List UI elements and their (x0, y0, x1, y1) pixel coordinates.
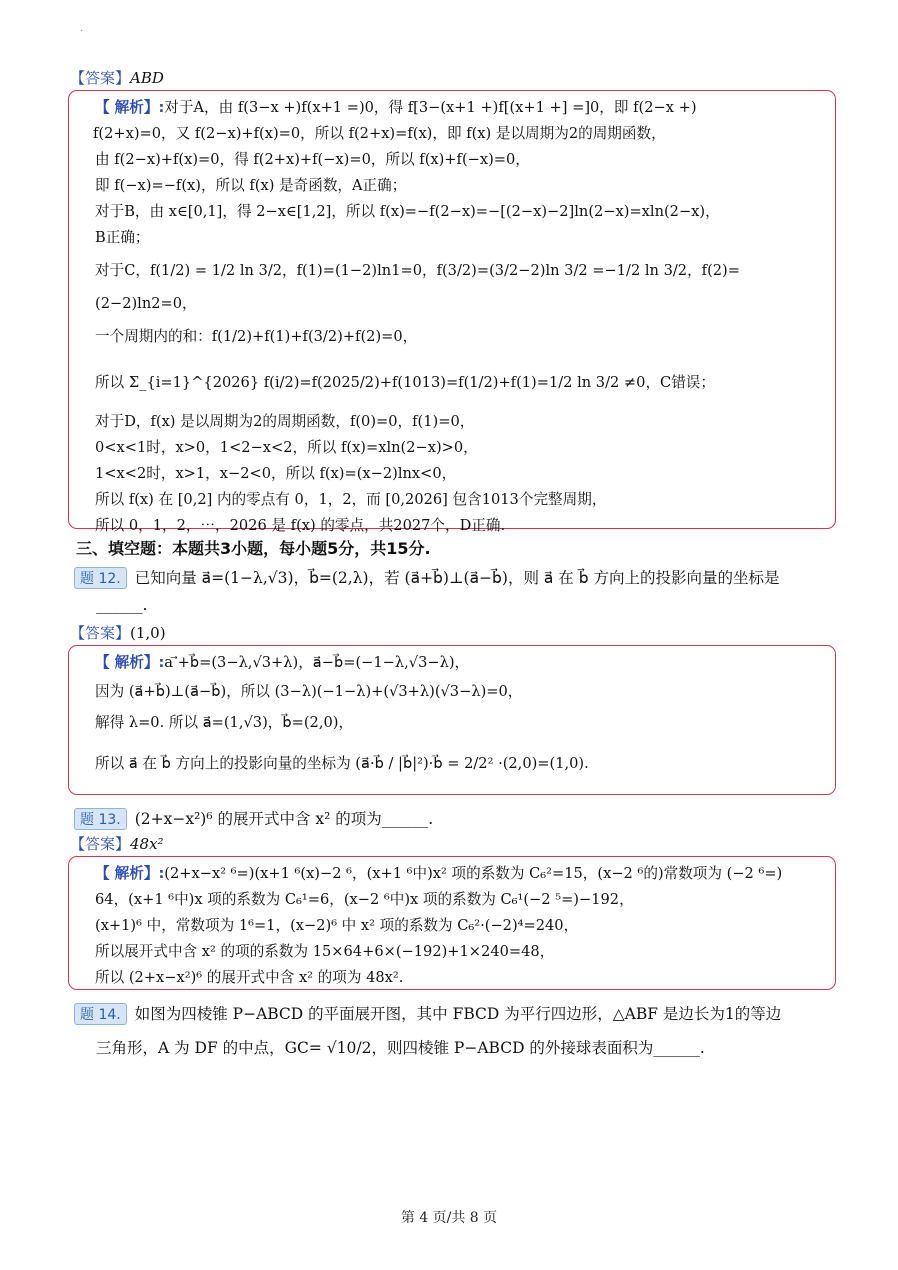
question-number: 题 13. (74, 808, 127, 830)
analysis-line (95, 861, 825, 887)
question-12-blank: ______. (96, 596, 148, 614)
answer-tag: 【答案】 (70, 69, 131, 87)
answer-tag: 【答案】 (70, 624, 131, 642)
analysis-text: (2+x−x² ⁶=)(x+1 ⁶(x)−2 ⁶，(x+1 ⁶中)x² 项的系数为 C₆²=15，(x−2 ⁶的)常数项为 (−2 ⁶=) (164, 865, 783, 882)
q12-answer (70, 622, 166, 643)
page-dot: · (80, 26, 84, 37)
analysis-text: a ⃗+b⃗=(3−λ,√3+λ)，a⃗−b⃗=(−1−λ,√3−λ)， (164, 654, 470, 671)
answer-value: (1,0) (130, 624, 166, 642)
question-14 (74, 1002, 781, 1025)
analysis-label: 【 解析】: (95, 865, 165, 882)
analysis-line (95, 95, 825, 121)
analysis-line: f(2+x)=0，又 f(2−x)+f(x)=0，所以 f(2+x)=f(x)，即 f(x) 是以周期为2的周期函数， (93, 125, 666, 142)
analysis-line: 所以 f(x) 在 [0,2] 内的零点有 0，1，2，而 [0,2026] 包含1013个完整周期， (95, 491, 607, 508)
question-text: 如图为四棱锥 P−ABCD 的平面展开图，其中 FBCD 为平行四边形，△ABF 是边长为1的等边 (134, 1005, 782, 1023)
analysis-line: 64，(x+1 ⁶中)x 项的系数为 C₆¹=6，(x−2 ⁶中)x 项的系数为 C₆¹(−2 ⁵=)−192， (95, 891, 634, 908)
analysis-text: 对于A，由 f(3−x +)f(x+1 =)0，得 f[3−(x+1 +)f[(x+1 +] =]0，即 f(2−x +) (164, 99, 697, 116)
q13-answer (70, 833, 164, 854)
analysis-line: 1<x<2时，x>1，x−2<0，所以 f(x)=(x−2)lnx<0， (95, 465, 457, 482)
analysis-line: 所以 Σ_{i=1}^{2026} f(i/2)=f(2025/2)+f(1013)=f(1/2)+f(1)=1/2 ln 3/2 ≠0，C错误； (95, 374, 715, 391)
analysis-line: 对于D，f(x) 是以周期为2的周期函数，f(0)=0，f(1)=0， (95, 413, 475, 430)
analysis-line: 所以 0，1，2，⋯，2026 是 f(x) 的零点，共2027个，D正确. (95, 517, 506, 534)
analysis-label: 【 解析】: (95, 99, 165, 116)
q13-analysis-box (68, 856, 836, 990)
analysis-line: 解得 λ=0. 所以 a⃗=(1,√3)，b⃗=(2,0)， (95, 714, 354, 731)
question-13 (74, 807, 433, 830)
question-text: 已知向量 a⃗=(1−λ,√3)，b⃗=(2,λ)，若 (a⃗+b⃗)⊥(a⃗−b⃗)，则 a⃗ 在 b⃗ 方向上的投影向量的坐标是 (134, 569, 780, 587)
q11-answer (70, 67, 164, 88)
analysis-line: 因为 (a⃗+b⃗)⊥(a⃗−b⃗)，所以 (3−λ)(−1−λ)+(√3+λ)(√3−λ)=0， (95, 683, 523, 700)
section-title: 三、填空题：本题共3小题，每小题5分，共15分. (76, 539, 431, 558)
analysis-line: 由 f(2−x)+f(x)=0，得 f(2+x)+f(−x)=0，所以 f(x)+f(−x)=0， (95, 151, 530, 168)
answer-tag: 【答案】 (70, 835, 131, 853)
analysis-line: 所以展开式中含 x² 的项的系数为 15×64+6×(−192)+1×240=48， (95, 943, 555, 960)
analysis-label: 【 解析】: (95, 654, 165, 671)
analysis-line: 所以 (2+x−x²)⁶ 的展开式中含 x² 的项为 48x². (95, 969, 404, 986)
question-14-line2: 三角形，A 为 DF 的中点，GC= √10/2，则四棱锥 P−ABCD 的外接球表面积为______. (96, 1039, 705, 1057)
analysis-line: (2−2)ln2=0， (95, 295, 197, 312)
question-number: 题 14. (74, 1003, 127, 1025)
page-footer: 第 4 页/共 8 页 (400, 1210, 498, 1226)
analysis-line: 对于B，由 x∈[0,1]，得 2−x∈[1,2]，所以 f(x)=−f(2−x)=−[(2−x)−2]ln(2−x)=xln(2−x)， (95, 203, 720, 220)
analysis-line: 所以 a⃗ 在 b⃗ 方向上的投影向量的坐标为 (a⃗·b⃗ / |b⃗|²)·b⃗ = 2/2² ·(2,0)=(1,0). (95, 755, 589, 772)
answer-value: ABD (130, 69, 164, 87)
question-text: (2+x−x²)⁶ 的展开式中含 x² 的项为______. (134, 810, 434, 828)
analysis-line: 对于C，f(1/2) = 1/2 ln 3/2，f(1)=(1−2)ln1=0，f(3/2)=(3/2−2)ln 3/2 =−1/2 ln 3/2，f(2)= (95, 262, 740, 279)
analysis-line: 0<x<1时，x>0，1<2−x<2，所以 f(x)=xln(2−x)>0， (95, 439, 478, 456)
answer-value: 48x² (130, 835, 164, 853)
analysis-line: 即 f(−x)=−f(x)，所以 f(x) 是奇函数，A正确； (95, 177, 407, 194)
q11-analysis-box (68, 90, 836, 534)
question-number: 题 12. (74, 567, 127, 589)
analysis-line: 一个周期内的和：f(1/2)+f(1)+f(3/2)+f(2)=0， (95, 328, 418, 345)
analysis-line: B正确； (95, 229, 150, 246)
q12-analysis-box (68, 645, 836, 795)
question-12 (74, 566, 779, 589)
analysis-line: (x+1)⁶ 中，常数项为 1⁶=1，(x−2)⁶ 中 x² 项的系数为 C₆²·(−2)⁴=240， (95, 917, 579, 934)
analysis-line (95, 650, 825, 676)
